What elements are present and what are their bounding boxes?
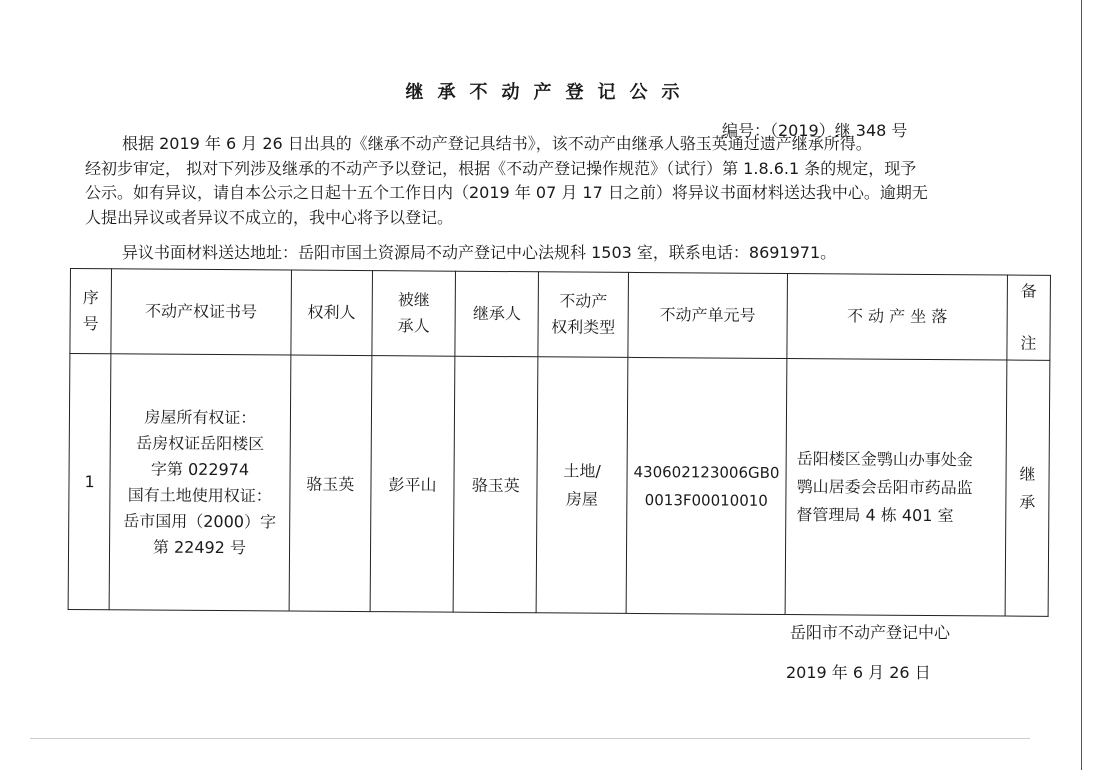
cell-right-type: 土地/ 房屋 (537, 357, 628, 614)
issue-date: 2019 年 6 月 26 日 (786, 663, 931, 682)
body-line-4: 人提出异议或者异议不成立的，我中心将予以登记。 (85, 208, 454, 227)
body-line-1: 根据 2019 年 6 月 26 日出具的《继承不动产登记具结书》，该不动产由继承人骆玉英通过遗产继承所得。 (122, 134, 872, 153)
cell-deceased: 彭平山 (370, 356, 455, 613)
objection-address: 异议书面材料送达地址：岳阳市国土资源局不动产登记中心法规科 1503 室，联系电话：8691971。 (122, 243, 837, 262)
header-heir: 继承人 (455, 271, 539, 357)
body-line-3: 公示。如有异议，请自本公示之日起十五个工作日内（2019 年 07 月 17 日之前）将异议书面材料送达我中心。逾期无 (85, 183, 928, 202)
document-number: 编号：（2019）继 348 号 (722, 121, 908, 140)
header-right-type: 不动产 权利类型 (538, 272, 628, 358)
issuer: 岳阳市不动产登记中心 (790, 623, 951, 642)
scan-line (30, 738, 1030, 739)
header-unit-no: 不动产单元号 (628, 272, 788, 358)
cell-unit-no: 430602123006GB0 0013F00010010 (626, 357, 787, 614)
cell-holder: 骆玉英 (289, 355, 372, 612)
page-title: 继承不动产登记公示 (405, 82, 694, 103)
registration-table (68, 268, 1051, 617)
page-edge (1081, 0, 1082, 770)
cell-seq: 1 (68, 354, 111, 610)
cell-note: 继 承 (1005, 360, 1050, 616)
header-cert-no: 不动产权证书号 (111, 269, 291, 355)
cell-location: 岳阳楼区金鹗山办事处金 鹗山居委会岳阳市药品监 督管理局 4 栋 401 室 (785, 359, 1006, 617)
header-holder: 权利人 (291, 270, 373, 356)
cell-heir: 骆玉英 (453, 356, 538, 613)
cell-cert-no: 房屋所有权证： 岳房权证岳阳楼区 字第 022974 国有土地使用权证： 岳市国用（2000）字 第 22492 号 (109, 354, 290, 611)
body-line-2: 经初步审定， 拟对下列涉及继承的不动产予以登记，根据《不动产登记操作规范》（试行）第 1.8.6.1 条的规定，现予 (85, 159, 917, 178)
header-seq: 序 号 (70, 269, 112, 354)
table-row (68, 354, 1050, 617)
header-location: 不 动 产 坐 落 (787, 274, 1007, 361)
header-deceased: 被继 承人 (372, 271, 456, 357)
table-header-row (70, 269, 1051, 361)
header-note: 备 注 (1007, 275, 1051, 360)
